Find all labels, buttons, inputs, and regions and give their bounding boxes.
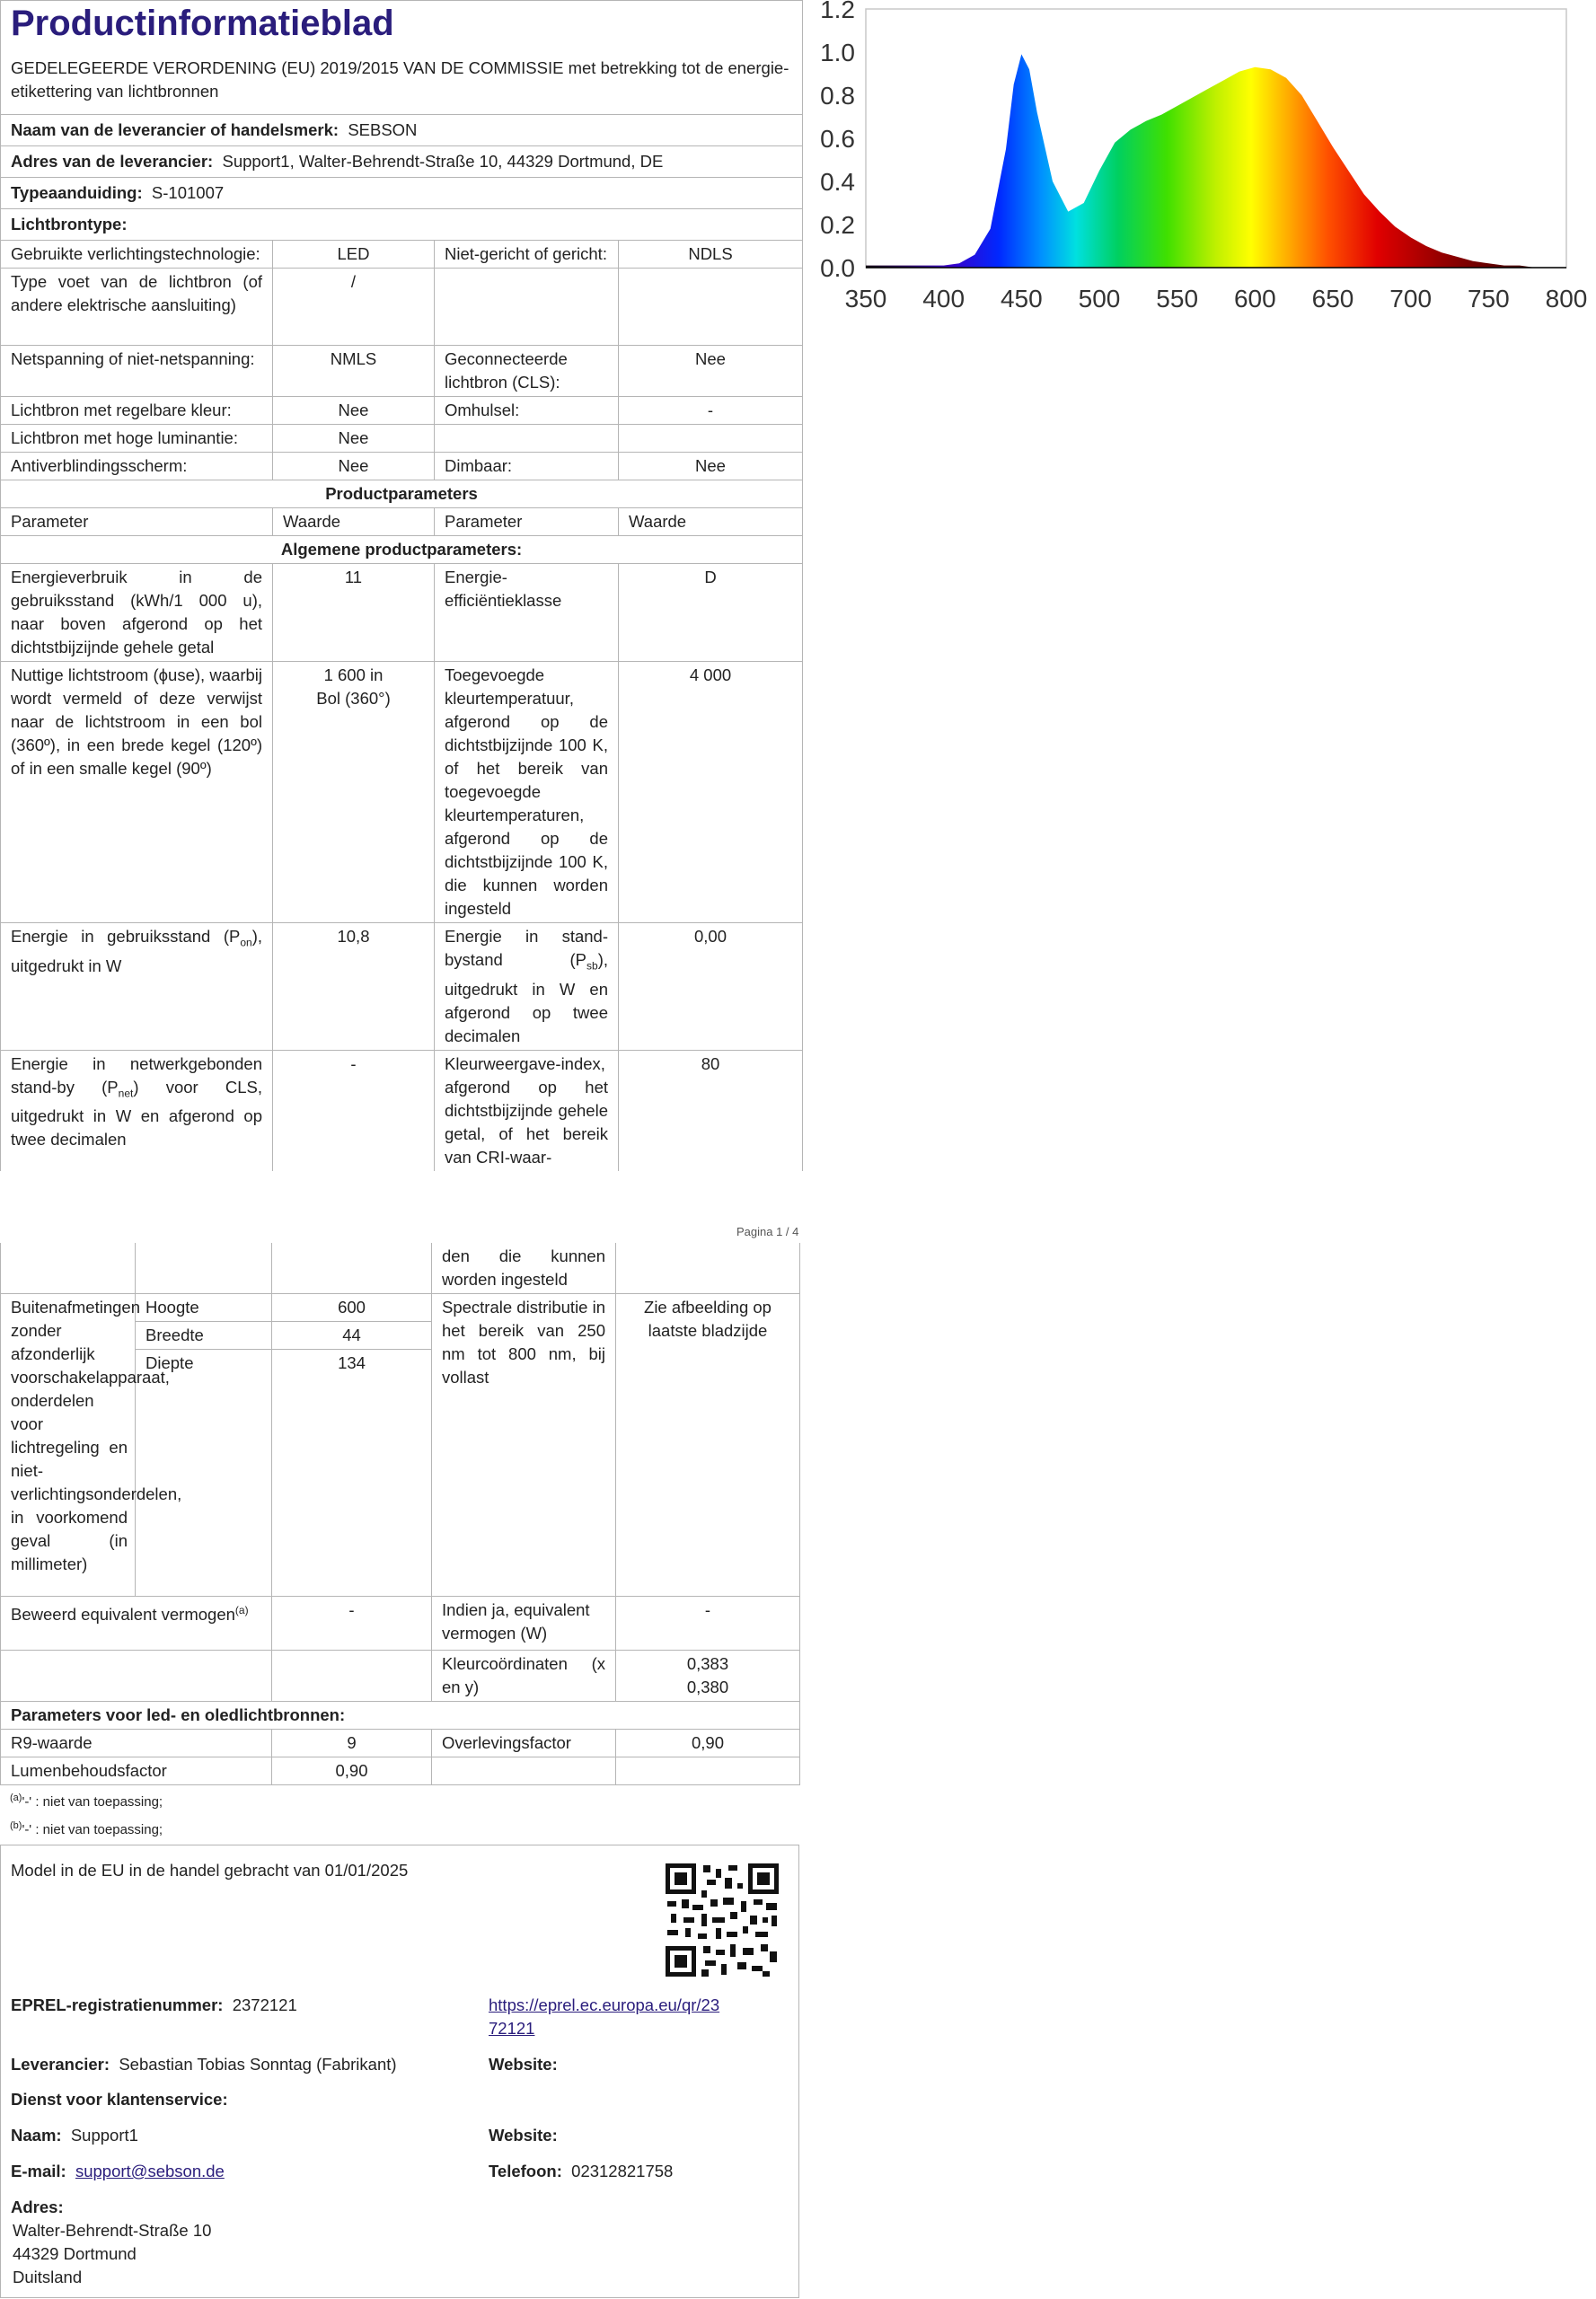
table-row: R9-waarde 9 Overlevingsfactor 0,90 <box>1 1730 800 1757</box>
table-row: Diepte 134 <box>1 1350 800 1597</box>
led-params-heading: Parameters voor led- en oledlichtbronnen: <box>1 1702 800 1730</box>
lightsource-type-heading: Lichtbrontype: <box>1 209 803 241</box>
section-title: Productparameters <box>1 480 803 508</box>
network-standby-value: - <box>273 1050 435 1171</box>
chromaticity-value: 0,383 0,380 <box>616 1651 800 1702</box>
y-tick-label: 0.8 <box>820 82 855 110</box>
x-tick-label: 550 <box>1156 285 1199 313</box>
width-value: 44 <box>272 1322 432 1350</box>
depth-value: 134 <box>272 1350 432 1597</box>
y-tick-label: 0.4 <box>820 168 855 196</box>
energy-consumption-value: 11 <box>273 564 435 662</box>
x-tick-label: 650 <box>1311 285 1354 313</box>
y-tick-label: 1.2 <box>820 0 855 23</box>
supplier-name-row: Naam van de leverancier of handelsmerk: SEBSON <box>1 115 803 146</box>
type-value: S-101007 <box>151 183 225 202</box>
on-mode-power-value: 10,8 <box>273 923 435 1051</box>
table-row: Kleurcoördinaten (x en y) 0,383 0,380 <box>1 1651 800 1702</box>
service-phone: Telefoon: 02312821758 <box>489 2162 674 2180</box>
y-tick-label: 0.6 <box>820 125 855 153</box>
x-tick-label: 700 <box>1389 285 1433 313</box>
table-row: Breedte 44 <box>1 1322 800 1350</box>
table-row: Antiverblindingsscherm: Nee Dimbaar: Nee <box>1 453 803 480</box>
table-row: Lumenbehoudsfactor 0,90 <box>1 1757 800 1785</box>
supplier-name-value: SEBSON <box>348 120 418 139</box>
x-tick-label: 450 <box>1000 285 1043 313</box>
table-row: Type voet van de lichtbron (of andere elektrische aansluiting) / <box>1 269 803 346</box>
service-email: E-mail: support@sebson.de <box>11 2162 225 2180</box>
lumen-maintenance-value: 0,90 <box>272 1757 432 1785</box>
luminous-flux-value: 1 600 in Bol (360°) <box>273 662 435 923</box>
model-text: Model in de EU in de handel gebracht van 01/01/2025 <box>11 1861 409 1880</box>
general-params-heading: Algemene productparameters: <box>1 536 803 564</box>
supplier-address-row: Adres van de leverancier: Support1, Walter-Behrendt-Straße 10, 44329 Dortmund, DE <box>1 146 803 178</box>
x-tick-label: 600 <box>1233 285 1276 313</box>
info-table-bottom: den die kunnen worden ingesteld Buitenafmetingen zonder afzonderlijk voorschakelapparaat, onderdelen voor lichtregeling en niet-verlichtingsonderdelen, in voorkomend geval (in millimeter) Hoogte 600 Spectrale distributie in het bereik van 250 nm tot 800 nm, bij vollast Zie afbeelding op laatste bladzijde Breedte 44 Diepte 134 Beweerd equivalent vermogen$^{(a)}$ - Indien ja, equivalent vermogen (W) - Kleurcoördinaten (x en y) 0,383 0,380 Parameters voor led- en oledlichtbronnen: R9-waarde 9 Overlevingsfactor 0,90 Lumenbehoudsfactor 0,90 <box>0 1243 800 1785</box>
r9-value: 9 <box>272 1730 432 1757</box>
y-tick-label: 0.0 <box>820 254 855 282</box>
service-address: Walter-Behrendt-Straße 10 44329 Dortmund Duitsland <box>13 2221 212 2286</box>
standby-power-value: 0,00 <box>619 923 803 1051</box>
table-row: Lichtbron met regelbare kleur: Nee Omhulsel: - <box>1 397 803 425</box>
eprel-box <box>0 1845 799 2298</box>
table-row: Gebruikte verlichtingstechnologie: LED Niet-gericht of gericht: NDLS <box>1 241 803 269</box>
customer-service-heading: Dienst voor klantenservice: <box>11 2090 228 2109</box>
website-label: Website: <box>489 2055 558 2074</box>
column-headers: Parameter Waarde Parameter Waarde <box>1 508 803 536</box>
table-row: Buitenafmetingen zonder afzonderlijk voorschakelapparaat, onderdelen voor lichtregeling en niet-verlichtingsonderdelen, in voorkomend geval (in millimeter) Hoogte 600 Spectrale distributie in het bereik van 250 nm tot 800 nm, bij vollast Zie afbeelding op laatste bladzijde <box>1 1294 800 1322</box>
footnote-a: $^{(a)}$'-' : niet van toepassing; <box>10 1793 163 1810</box>
energy-class-value: D <box>619 564 803 662</box>
x-tick-label: 400 <box>922 285 966 313</box>
x-tick-label: 750 <box>1467 285 1510 313</box>
x-tick-label: 800 <box>1545 285 1588 313</box>
survival-factor-value: 0,90 <box>616 1730 800 1757</box>
spectrum-series <box>866 54 1535 268</box>
page-number: Pagina 1 / 4 <box>736 1225 799 1238</box>
regulation-subtitle: GEDELEGEERDE VERORDENING (EU) 2019/2015 VAN DE COMMISSIE met betrekking tot de energie-etikettering van lichtbronnen <box>11 58 789 101</box>
height-value: 600 <box>272 1294 432 1322</box>
type-row: Typeaanduiding: S-101007 <box>1 178 803 209</box>
spectral-distribution-chart <box>801 0 1596 323</box>
table-row: Energie in netwerkgebonden stand-by $(P_{net})$ voor CLS, uitgedrukt in W en afgerond op twee decimalen - Kleurweergave-index, afgerond op het dichtstbijzijnde gehele getal, of het bereik van CRI-waar- 80 <box>1 1050 803 1171</box>
website-label-2: Website: <box>489 2126 558 2145</box>
equivalent-power-value: - <box>272 1597 432 1651</box>
service-name: Naam: Support1 <box>11 2126 138 2145</box>
eprel-registration: EPREL-registratienummer: 2372121 <box>11 1995 297 2014</box>
eprel-link[interactable]: https://eprel.ec.europa.eu/qr/23 72121 <box>489 1995 720 2038</box>
table-row: Lichtbron met hoge luminantie: Nee <box>1 425 803 453</box>
table-row: Energie in gebruiksstand $(P_{on})$, uitgedrukt in W 10,8 Energie in stand-bystand $(P_{sb})$, uitgedrukt in W en afgerond op twee decimalen 0,00 <box>1 923 803 1051</box>
x-tick-label: 350 <box>844 285 887 313</box>
supplier-line: Leverancier: Sebastian Tobias Sonntag (Fabrikant) <box>11 2055 397 2074</box>
table-row: Energieverbruik in de gebruiksstand (kWh/1 000 u), naar boven afgerond op het dichtstbijzijnde gehele getal 11 Energie-efficiëntieklasse D <box>1 564 803 662</box>
spectrum-area <box>866 54 1535 268</box>
table-row: Beweerd equivalent vermogen$^{(a)}$ - Indien ja, equivalent vermogen (W) - <box>1 1597 800 1651</box>
address-heading: Adres: <box>11 2198 64 2216</box>
page-2 <box>0 1243 799 1843</box>
x-tick-label: 500 <box>1078 285 1121 313</box>
page-title: Productinformatieblad <box>11 4 394 43</box>
email-link[interactable]: support@sebson.de <box>75 2162 225 2180</box>
qr-code-icon <box>666 1863 779 1977</box>
table-row: Nuttige lichtstroom (ϕuse), waarbij wordt vermeld of deze verwijst naar de lichtstroom in een bol (360º), in een brede kegel (120º) of in een smalle kegel (90º) 1 600 in Bol (360°) Toegevoegde kleurtemperatuur, afgerond op de dichtstbijzijnde 100 K, of het bereik van toegevoegde kleurtemperaturen, afgerond op de dichtstbijzijnde 100 K, die kunnen worden ingesteld 4 000 <box>1 662 803 923</box>
table-row: Netspanning of niet-netspanning: NMLS Geconnecteerde lichtbron (CLS): Nee <box>1 346 803 397</box>
color-temperature-value: 4 000 <box>619 662 803 923</box>
y-tick-label: 1.0 <box>820 39 855 66</box>
spectral-distribution-value: Zie afbeelding op laatste bladzijde <box>616 1294 800 1597</box>
info-table-top <box>0 0 803 1171</box>
page-1 <box>0 0 802 1171</box>
supplier-address-value: Support1, Walter-Behrendt-Straße 10, 44329 Dortmund, DE <box>222 152 664 171</box>
footnote-b: $^{(b)}$'-' : niet van toepassing; <box>10 1820 163 1837</box>
y-tick-label: 0.2 <box>820 211 855 239</box>
cri-value: 80 <box>619 1050 803 1171</box>
